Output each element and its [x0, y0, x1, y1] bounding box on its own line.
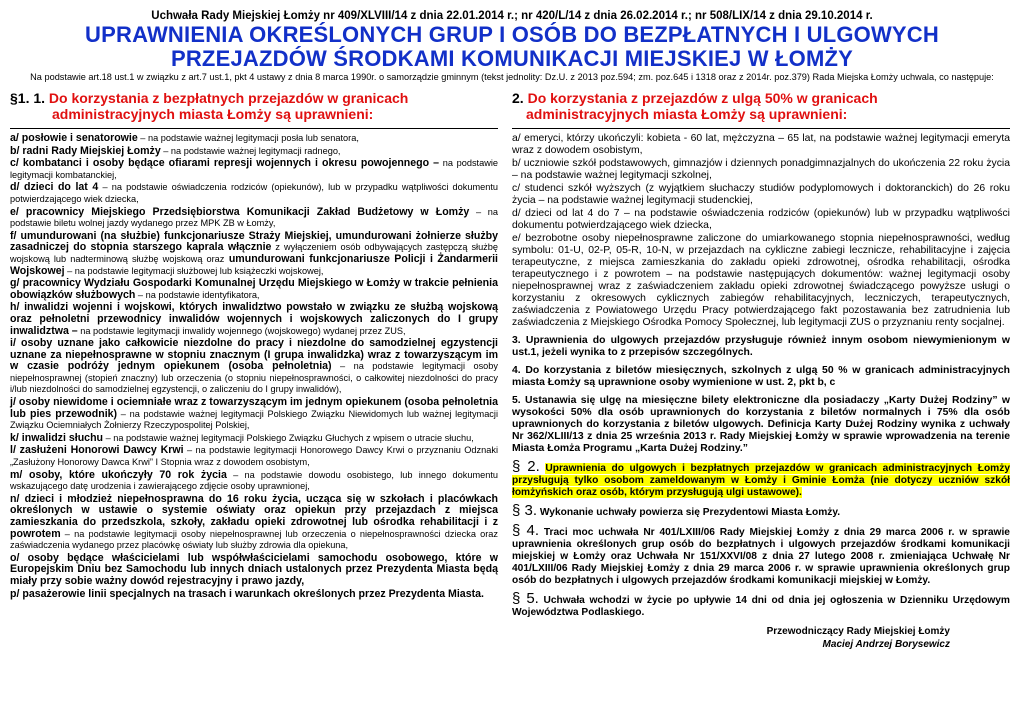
list-item: [512, 183, 1010, 207]
list-item: [10, 589, 498, 601]
item-bold-text: l/ zasłużeni Honorowi Dawcy Krwi: [10, 444, 184, 457]
item-bold-text: h/ inwalidzi wojenni i wojskowi, których inwalidztwo powstało w związku ze służbą wojskową oraz pełnoletni przewodnicy inwalidów wojennych i wojskowych zaliczonych do I grupy inwalidztwa –: [10, 301, 498, 337]
paragraph-5-text: Uchwała wchodzi w życie po upływie 14 dni od dnia jej ogłoszenia w Dzienniku Urzędowym Województwa Podlaskiego.: [512, 595, 1010, 618]
list-item: [10, 553, 498, 588]
item-note-text: – na podstawie ważnej legitymacji Polskiego Związku Głuchych z wpisem o utracie słuchu,: [103, 432, 474, 443]
item-note-text: – na podstawie oświadczenia rodziców (opiekunów) lub w przypadku wątpliwości dokumentu potwierdzającego wiek dziecka,: [512, 208, 1010, 231]
list-item: [10, 470, 498, 493]
item-bold-text: p/ pasażerowie linii specjalnych na trasach i warunkach określonych przez Prezydenta Miasta.: [10, 587, 484, 600]
divider: [10, 128, 498, 129]
section-free-rides-heading: [10, 90, 498, 122]
list-item: [10, 231, 498, 277]
item-note-text: – na podstawie oświadczenia rodziców (opiekunów), lub w przypadku wątpliwości dokumentu potwierdzającego wiek dziecka,: [10, 182, 498, 204]
item-bold-text: o/ osoby będące właścicielami lub współwłaścicielami samochodu osobowego, które w Europejskim Dniu bez Samochodu lub innych dniach ustalonych przez Prezydenta Miasta będą miały przy sobie ważny dowód rejestracyjny i prawo jazdy,: [10, 551, 498, 587]
document-title-line2: PRZEJAZDÓW ŚRODKAMI KOMUNIKACJI MIEJSKIEJ W ŁOMŻY: [170, 46, 854, 71]
paragraph-sign: § 3.: [512, 502, 538, 519]
item-note-text: z wyłączeniem osób odbywających zastępczą służbę wojskową lub nadterminową służbę wojskową oraz: [10, 242, 498, 264]
item-note-text: – na podstawie ważnej legitymacji radnego,: [160, 145, 341, 156]
item-bold-text: c/ kombatanci i osoby będące ofiarami represji wojennych i okresu powojennego –: [10, 157, 440, 170]
signature-name: Maciej Andrzej Borysewicz: [822, 639, 950, 650]
item-bold-text: b/ uczniowie szkół podstawowych, gimnazjów i dziennych ponadgimnazjalnych do ukończenia 22 roku życia: [512, 158, 1010, 169]
section-heading-line2: administracyjnych miasta Łomży są uprawnieni:: [52, 106, 374, 122]
item-bold-text: c/ studenci szkół wyższych (z wyjątkiem słuchaczy studiów podyplomowych i doktoranckich) do 26 roku życia: [512, 183, 1010, 206]
list-item: [10, 397, 498, 432]
item-bold-text: m/ osoby, które ukończyły 70 rok życia: [10, 468, 227, 481]
item-bold-text: umundurowani funkcjonariusze Policji i Żandarmerii Wojskowej: [10, 252, 498, 277]
item-bold-text: b/ radni Rady Miejskiej Łomży: [10, 144, 161, 157]
item-note-text: – na podstawie ważnej legitymacji Polskiego Związku Niewidomych lub ważnej legitymacji Związku Ociemniałych Żołnierzy Rzeczypospolitej Polskiej,: [10, 408, 498, 431]
list-item: [10, 146, 498, 158]
signature-title: Przewodniczący Rady Miejskiej Łomży: [766, 626, 950, 637]
list-item: [512, 233, 1010, 329]
list-item: [10, 445, 498, 468]
item-bold-text: e/ pracownicy Miejskiego Przedsiębiorstwa Komunikacji Zakład Budżetowy w Łomży: [10, 205, 470, 218]
item-note-text: – na podstawie dowodu osobistego, lub innego dokumentu wskazującego datę urodzenia i zawierającego zdjęcie osoby uprawnionej,: [10, 469, 499, 492]
item-note-text: – na podstawie następujących dokumentów: ważnej legitymacji osoby niepełnosprawnej wraz z zaświadczeniem zakładu opieki zdrowotnej świadczącego powyższe usługi o korzystaniu z okresowych cyklicznych zabiegów rehabilitacyjnych, leczniczych, terapeutycznych, zaświadczenia z Powiatowego Urzędu Pracy potwierdzającego fakt pozostawania bez zatrudnienia lub zaświadczenia z Miejskiego Ośrodka Pomocy Społecznej, lub legitymacji ZUS o przyznaniu renty socjalnej.: [512, 269, 1010, 328]
item-bold-text: i/ osoby uznane jako całkowicie niezdolne do pracy i niezdolne do samodzielnej egzystencji uznane za niepełnosprawne w stopniu znacznym (I grupa inwalidzka) wraz z towarzyszącym im w czasie podróży jednym opiekunem (osoba pełnoletnia): [10, 337, 498, 373]
two-column-body: [10, 87, 1014, 651]
list-item: [10, 278, 498, 301]
item-bold-text: d/ dzieci do lat 4: [10, 181, 99, 194]
item-bold-text: j/ osoby niewidome i ociemniałe wraz z towarzyszącym im jednym opiekunem (osoba pełnoletnia lub pies przewodnik): [10, 396, 498, 420]
paragraph-2: [512, 458, 1010, 499]
paragraph-4-text: Traci moc uchwała Nr 401/LXIII/06 Rady Miejskiej Łomży z dnia 29 marca 2006 r. w sprawie uprawnienia określonych grup osób do bezpłatnych i ulgowych przejazdów środkami komunikacji miejskiej w Łomży oraz Uchwała Nr 151/XXVI/08 z dnia 27 lutego 2008 r. zmieniająca Uchwałę Nr 401/LXIII/06 Rady Miejskiej Łomży z dnia 29 marca 2006 r. w sprawie uprawnienia określonych grup osób do bezpłatnych i ulgowych przejazdów środkami komunikacji miejskiej w Łomży.: [512, 527, 1010, 586]
signature-block: [512, 625, 1010, 651]
point-5: 5. Ustanawia się ulgę na miesięczne bilety elektroniczne dla posiadaczy „Karty Dużej Rodziny” w wysokości 50% dla osób uprawnionych do korzystania z biletów normalnych i 75% dla osób uprawnionych do korzystania z biletów ulgowych. Definicja Karty Dużej Rodziny wynika z uchwały Nr 362/XLIII/13 z dnia 25 września 2013 r. Rady Miejskiej Łomży w sprawie wprowadzenia na terenie Miasta Łomża Programu „Karta Dużej Rodziny.”: [512, 395, 1010, 454]
item-bold-text: a/ posłowie i senatorowie: [10, 132, 138, 144]
item-note-text: – na podstawie ważnej legitymacji posła lub senatora,: [137, 133, 359, 143]
discount-rides-list: [512, 133, 1010, 329]
item-note-text: na podstawie legitymacji inwalidy wojennego (wojskowego) wydanej przez ZUS,: [77, 325, 406, 336]
list-item: [10, 338, 498, 396]
paragraph-4: [512, 522, 1010, 587]
list-item: [10, 494, 498, 552]
point-4: 4. Do korzystania z biletów miesięcznych, szkolnych z ulgą 50 % w granicach administracyjnych miasta Łomży są uprawnione osoby wymienione w ust. 2, pkt b, c: [512, 365, 1010, 388]
item-bold-text: k/ inwalidzi słuchu: [10, 431, 104, 444]
list-item: [10, 433, 498, 445]
list-item: [512, 133, 1010, 157]
item-note-text: – na podstawie ważnej legitymacji studenckiej,: [535, 195, 753, 206]
list-item: [10, 207, 498, 230]
list-item: [10, 302, 498, 337]
list-item: [512, 158, 1010, 182]
section-number: 2.: [512, 90, 524, 106]
right-column: [512, 87, 1010, 651]
list-item: [10, 158, 498, 181]
paragraph-sign: § 2.: [512, 458, 540, 475]
paragraph-3-text: Wykonanie uchwały powierza się Prezydentowi Miasta Łomży.: [539, 507, 841, 518]
paragraph-5: [512, 590, 1010, 619]
list-item: [512, 208, 1010, 232]
point-3: 3. Uprawnienia do ulgowych przejazdów przysługuje również innym osobom niewymienionym w ust.1, jeżeli wynika to z przepisów szczególnych.: [512, 335, 1010, 358]
section-heading-line1: Do korzystania z bezpłatnych przejazdów w granicach: [48, 90, 409, 106]
list-item: [10, 133, 498, 145]
item-note-text: – na podstawie identyfikatora,: [135, 289, 260, 300]
item-note-text: – na podstawie ważnej legitymacji szkolnej,: [512, 170, 712, 181]
section-heading-line2: administracyjnych miasta Łomży są uprawnieni:: [526, 106, 848, 122]
item-bold-text: d/ dzieci od lat 4 do 7: [512, 208, 620, 219]
free-rides-list: [10, 133, 498, 600]
list-item: [10, 182, 498, 205]
section-number: §1. 1.: [10, 90, 46, 106]
item-bold-text: e/ bezrobotne osoby niepełnosprawne zaliczone do umiarkowanego stopnia niepełnosprawności, według symbolu: 01-U, 02-P, 05-R, 10-N, w przejazdach na cykliczne zabiegi lecznicze, rehabilitacyjne i zajęcia terapeutyczne, z miejsca zamieszkania do zakładu opieki zdrowotnej, ośrodka rehabilitacji, ośrodka terapeutycznego i z powrotem: [512, 233, 1010, 280]
paragraph-3: [512, 502, 1010, 519]
item-note-text: – na podstawie legitymacji Honorowego Dawcy Krwi o przyznaniu Odznaki „Zasłużony Honorowy Dawca Krwi” I Stopnia wraz z dowodem osobistym,: [10, 445, 498, 468]
item-bold-text: n/ dzieci i młodzież niepełnosprawna do 16 roku życia, ucząca się w szkołach i placówkach określonych w ustawie o systemie oświaty oraz opiekun przy przejazdach z miejsca zamieszkania do przedszkola, szkoły, zakładu opieki zdrowotnej lub ośrodka rehabilitacji i z powrotem: [10, 492, 498, 540]
item-note-text: – na podstawie legitymacji służbowej lub książeczki wojskowej,: [64, 265, 324, 276]
item-note-text: – na podstawie legitymacji osoby niepełnosprawnej (stopień znaczny) lub orzeczenia (o stopniu niepełnosprawności, o całkowitej niezdolności do pracy i/lub niezdolności do samodzielnej egzystencji, o zaliczeniu do I grupy inwalidów),: [10, 361, 498, 395]
section-discount-heading: [512, 90, 1010, 122]
paragraph-sign: § 5.: [512, 590, 539, 607]
paragraph-sign: § 4.: [512, 522, 540, 539]
left-column: [10, 87, 498, 651]
item-bold-text: f/ umundurowani (na służbie) funkcjonariusze Straży Miejskiej, umundurowani żołnierze służby zasadniczej do stopnia starszego kaprala włącznie: [10, 229, 498, 254]
item-note-text: na podstawie ważnej legitymacji emeryta wraz z dowodem osobistym,: [512, 133, 1010, 156]
item-note-text: – na podstawie legitymacji osoby niepełnosprawnej lub orzeczenia o niepełnosprawności dziecka oraz zaświadczenia wydanego przez placówkę oświaty lub służby zdrowia dla opiekuna,: [10, 528, 498, 551]
item-note-text: na podstawie legitymacji kombatanckiej,: [10, 158, 498, 180]
document-title-line1: UPRAWNIENIA OKREŚLONYCH GRUP I OSÓB DO BEZPŁATNYCH I ULGOWYCH: [85, 22, 939, 47]
paragraph-2-text: Uprawnienia do ulgowych i bezpłatnych przejazdów w granicach administracyjnych Łomży przysługują tylko osobom zameldowanym w Łomży i Gminie Łomża (nie dotyczy uczniów szkół łomżyńskich oraz osób, którym przysługują ulgi ustawowe).: [512, 463, 1010, 498]
item-bold-text: a/ emeryci, którzy ukończyli: kobieta - 60 lat, mężczyzna – 65 lat,: [512, 133, 817, 144]
item-bold-text: g/ pracownicy Wydziału Gospodarki Komunalnej Urzędu Miejskiego w Łomży w trakcie pełnienia obowiązków służbowych: [10, 277, 498, 301]
item-note-text: – na podstawie biletu wolnej jazdy wydanego przez MPK ZB w Łomży,: [10, 206, 498, 229]
resolution-line: Uchwała Rady Miejskiej Łomży nr 409/XLVIII/14 z dnia 22.01.2014 r.; nr 420/L/14 z dnia 26.02.2014 r.; nr 508/LIX/14 z dnia 29.10.2014 r.: [151, 10, 873, 22]
legal-basis-intro: Na podstawie art.18 ust.1 w związku z art.7 ust.1, pkt 4 ustawy z dnia 8 marca 1990r. o samorządzie gminnym (tekst jednolity: Dz.U. z 2013 poz.594; zm. poz.645 i 1318 oraz z 2014r. poz.379) Rada Miejska Łomży uchwala, co następuje:: [30, 72, 994, 82]
section-heading-line1: Do korzystania z przejazdów z ulgą 50% w granicach: [527, 90, 878, 106]
divider: [512, 128, 1010, 129]
